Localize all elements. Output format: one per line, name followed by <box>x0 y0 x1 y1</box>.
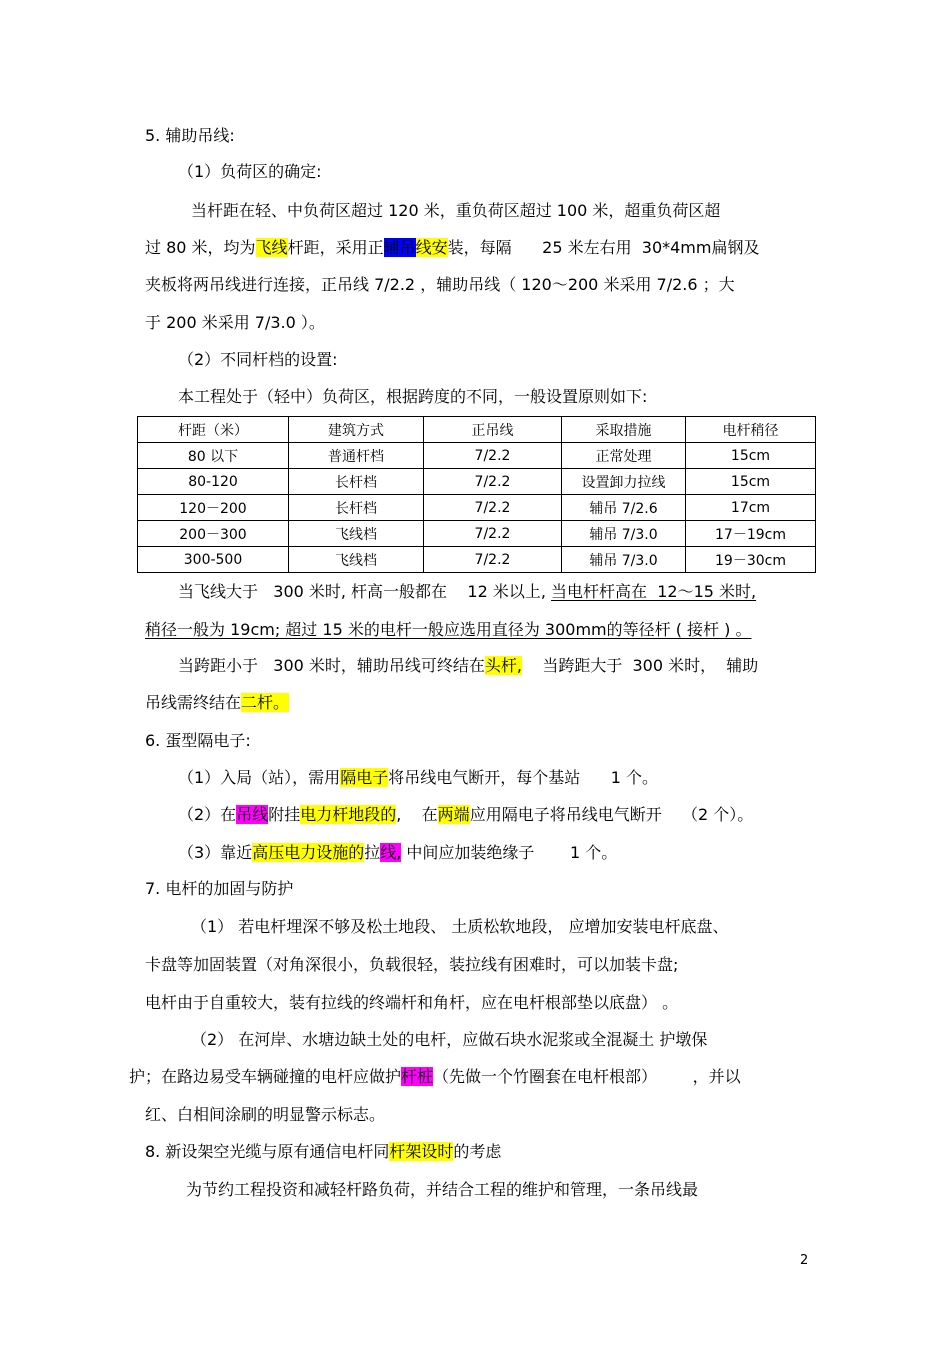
column-header: 正吊线 <box>424 417 562 443</box>
highlight-yellow: 飞线 <box>255 238 288 257</box>
table-cell: 120－200 <box>138 495 289 521</box>
text-run: 过 80 米，均为 <box>145 238 256 257</box>
text-run: 吊线需终结在 <box>145 693 242 712</box>
table-cell: 7/2.2 <box>424 469 562 495</box>
table-row <box>138 547 816 573</box>
page-number: 2 <box>800 1253 809 1268</box>
table-cell: 正常处理 <box>562 443 686 469</box>
highlight-blue: 辅 <box>383 238 400 257</box>
table-cell: 80-120 <box>138 469 289 495</box>
paragraph-line <box>145 692 289 714</box>
table-cell: 7/2.2 <box>424 495 562 521</box>
table-cell: 辅吊 7/2.6 <box>562 495 686 521</box>
highlight-magenta: 杆桩 <box>401 1067 434 1086</box>
table-header-row <box>138 417 816 443</box>
underlined-text: 当电杆杆高在 12～15 米时, <box>551 582 757 601</box>
paragraph-line: 本工程处于（轻中）负荷区，根据跨度的不同，一般设置原则如下: <box>178 387 648 406</box>
table-cell: 长杆档 <box>289 469 424 495</box>
table-cell: 19－30cm <box>686 547 816 573</box>
text-run: 当飞线大于 300 米时, 杆高一般都在 12 米以上, <box>178 582 552 601</box>
section-5-1-heading: （1）负荷区的确定: <box>178 162 322 181</box>
underlined-paragraph-line: 稍径一般为 19cm; 超过 15 米的电杆一般应选用直径为 300mm的等径杆 ( 接杆 ) 。 <box>145 620 752 639</box>
table-cell: 设置卸力拉线 <box>562 469 686 495</box>
table-cell: 17cm <box>686 495 816 521</box>
text-run: 附挂 <box>268 805 301 824</box>
list-item <box>178 804 753 826</box>
table-row <box>138 443 816 469</box>
highlight-yellow: 杆架设时 <box>389 1142 454 1161</box>
text-run: , 在 <box>396 805 438 824</box>
paragraph-line: （1） 若电杆埋深不够及松土地段、 土质松软地段， 应增加安装电杆底盘、 <box>191 917 729 936</box>
highlight-yellow: 头杆, <box>484 656 522 675</box>
table-cell: 7/2.2 <box>424 521 562 547</box>
text-run: 当跨距大于 300 米时， 辅助 <box>521 656 759 675</box>
text-run: 将吊线电气断开，每个基站 1 个。 <box>388 768 658 787</box>
table-cell: 200－300 <box>138 521 289 547</box>
section-6-heading: 6. 蛋型隔电子: <box>145 731 251 750</box>
table-cell: 15cm <box>686 443 816 469</box>
section-5-2-heading: （2）不同杆档的设置: <box>178 350 338 369</box>
table-cell: 飞线档 <box>289 521 424 547</box>
paragraph-line: （2） 在河岸、水塘边缺土处的电杆，应做石块水泥浆或全混凝土 护墩保 <box>191 1030 708 1049</box>
table-row <box>138 469 816 495</box>
highlight-yellow: 高压电力设施的 <box>252 843 365 862</box>
highlight-yellow: 两端 <box>437 805 470 824</box>
table-cell: 15cm <box>686 469 816 495</box>
highlight-yellow: 二杆。 <box>241 693 290 712</box>
table-cell: 长杆档 <box>289 495 424 521</box>
text-run: （先做一个竹圈套在电杆根部） ，并以 <box>433 1067 741 1086</box>
list-item <box>178 767 658 789</box>
table-row <box>138 495 816 521</box>
text-run: 当跨距小于 300 米时，辅助吊线可终结在 <box>178 656 485 675</box>
paragraph-line: 夹板将两吊线进行连接，正吊线 7/2.2 ，辅助吊线（ 120～200 米采用 7/2.6 ；大 <box>145 275 735 294</box>
column-header: 建筑方式 <box>289 417 424 443</box>
paragraph-line: 于 200 米采用 7/3.0 ）。 <box>145 313 325 332</box>
table-cell: 7/2.2 <box>424 547 562 573</box>
list-item <box>178 842 617 864</box>
paragraph-line <box>178 655 758 677</box>
paragraph-line: 当杆距在轻、中负荷区超过 120 米，重负荷区超过 100 米，超重负荷区超 <box>191 201 721 220</box>
table-cell: 80 以下 <box>138 443 289 469</box>
text-run: 中间应加装绝缘子 1 个。 <box>401 843 618 862</box>
column-header: 杆距（米） <box>138 417 289 443</box>
column-header: 采取措施 <box>562 417 686 443</box>
text-run: 杆距，采用正 <box>287 238 384 257</box>
paragraph-line: 红、白相间涂刷的明显警示标志。 <box>145 1105 386 1124</box>
paragraph-line <box>178 581 756 603</box>
table-cell: 7/2.2 <box>424 443 562 469</box>
text-run: （1）入局（站），需用 <box>178 768 341 787</box>
paragraph-line: 为节约工程投资和减轻杆路负荷，并结合工程的维护和管理，一条吊线最 <box>186 1180 699 1199</box>
table-row <box>138 521 816 547</box>
highlight-yellow: 线安 <box>415 238 448 257</box>
paragraph-line <box>129 1066 741 1088</box>
text-run: 的考虑 <box>453 1142 502 1161</box>
highlight-magenta: 线, <box>380 843 402 862</box>
text-run: （3）靠近 <box>178 843 253 862</box>
section-5-heading: 5. 辅助吊线: <box>145 126 235 145</box>
section-8-heading <box>145 1141 501 1163</box>
highlight-magenta: 吊线 <box>236 805 269 824</box>
text-run: 护；在路边易受车辆碰撞的电杆应做护 <box>129 1067 402 1086</box>
table-cell: 300-500 <box>138 547 289 573</box>
table-cell: 17－19cm <box>686 521 816 547</box>
paragraph-line <box>145 237 759 259</box>
text-run: 应用隔电子将吊线电气断开 （2 个）。 <box>469 805 754 824</box>
section-7-heading: 7. 电杆的加固与防护 <box>145 879 294 898</box>
text-run: 装，每隔 25 米左右用 30*4mm扁钢及 <box>447 238 760 257</box>
paragraph-line: 电杆由于自重较大，装有拉线的终端杆和角杆，应在电杆根部垫以底盘） 。 <box>145 993 679 1012</box>
paragraph-line: 卡盘等加固装置（对角深很小，负载很轻，装拉线有困难时，可以加装卡盘; <box>145 955 679 974</box>
text-run: 8. 新设架空光缆与原有通信电杆同 <box>145 1142 390 1161</box>
column-header: 电杆稍径 <box>686 417 816 443</box>
text-run: （2）在 <box>178 805 237 824</box>
span-settings-table <box>137 416 816 573</box>
highlight-blue: 吊 <box>399 238 416 257</box>
text-run: 拉 <box>364 843 381 862</box>
table-cell: 辅吊 7/3.0 <box>562 521 686 547</box>
table-cell: 普通杆档 <box>289 443 424 469</box>
highlight-yellow: 电力杆地段的 <box>300 805 397 824</box>
highlight-yellow: 隔电子 <box>340 768 389 787</box>
table-cell: 飞线档 <box>289 547 424 573</box>
table-cell: 辅吊 7/3.0 <box>562 547 686 573</box>
